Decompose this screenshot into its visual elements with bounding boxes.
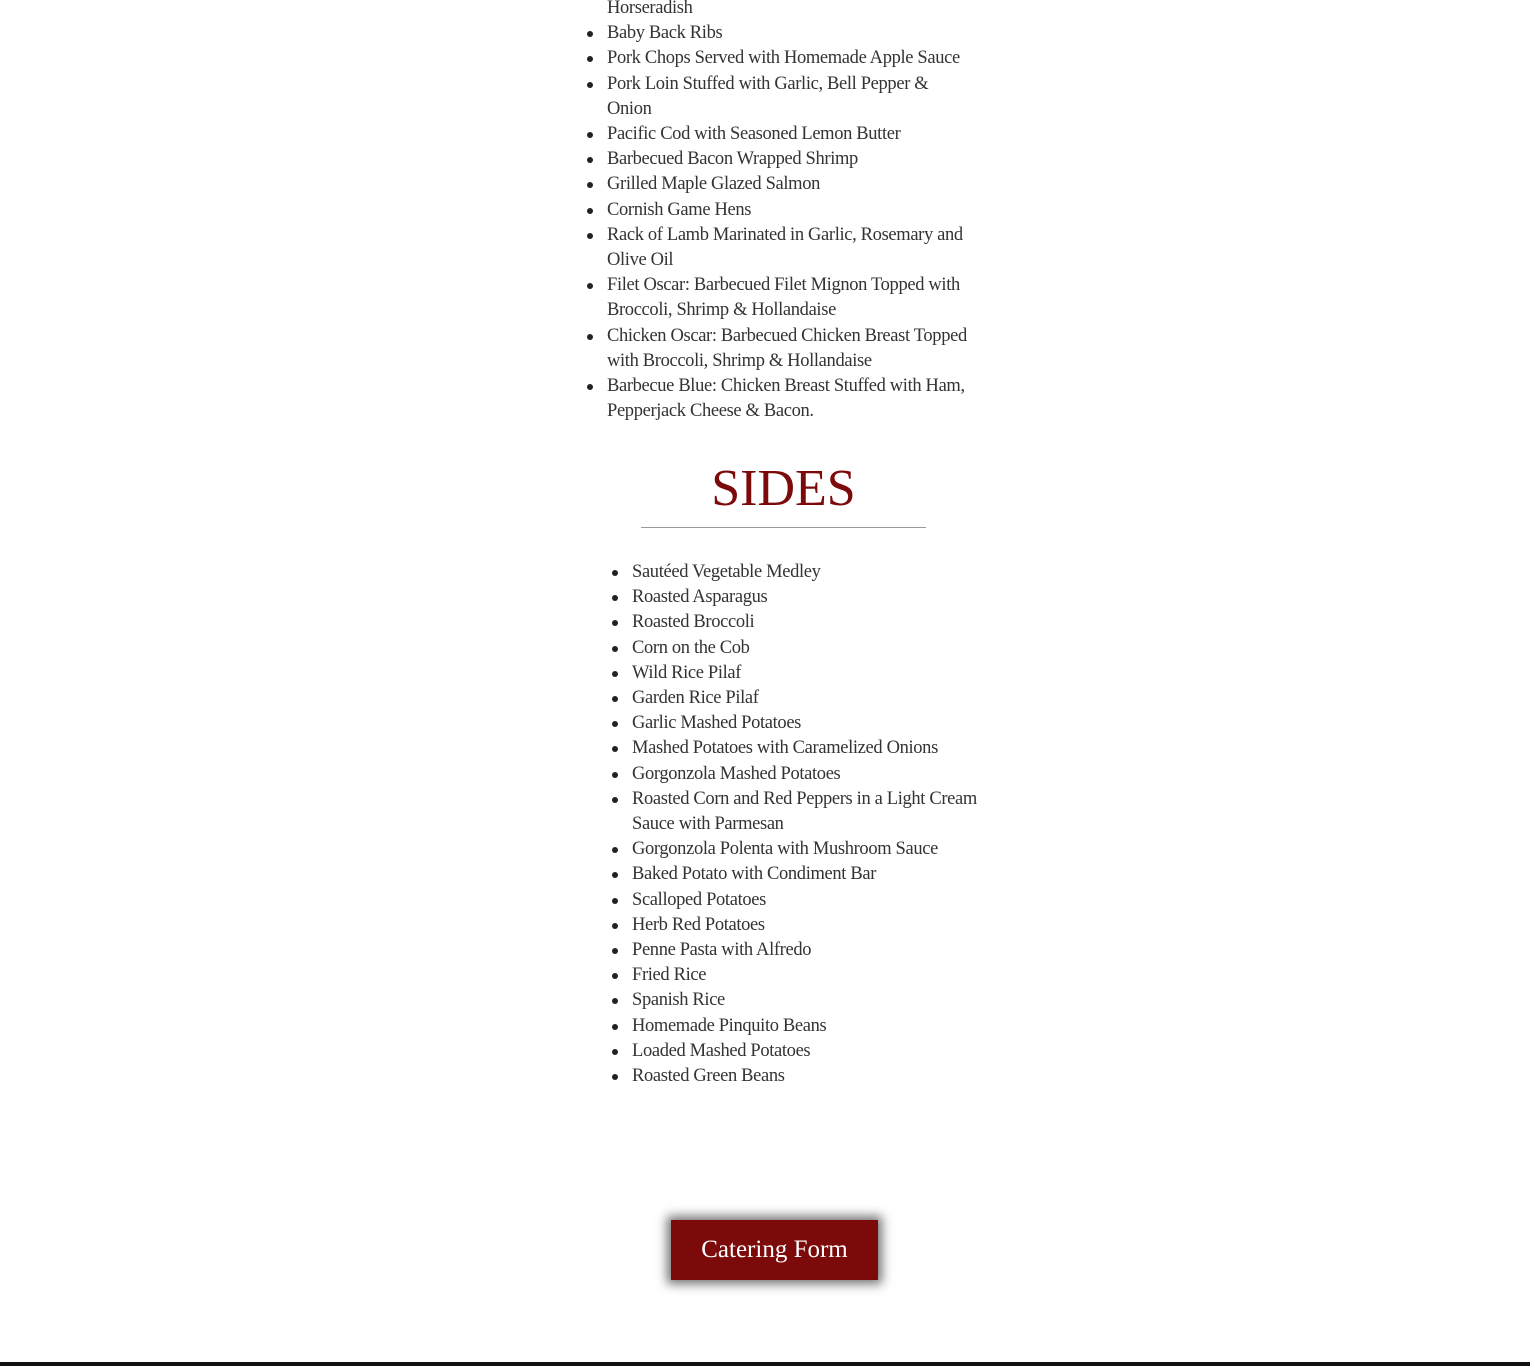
side-item: Fried Rice <box>632 963 977 988</box>
entree-item-continuation: Horseradish <box>607 0 693 18</box>
side-item: Homemade Pinquito Beans <box>632 1014 977 1039</box>
side-item: Garden Rice Pilaf <box>632 686 977 711</box>
entree-item: Barbecue Blue: Chicken Breast Stuffed with Ham, Pepperjack Cheese & Bacon. <box>607 374 977 424</box>
side-item: Roasted Asparagus <box>632 585 977 610</box>
side-item: Corn on the Cob <box>632 636 977 661</box>
side-item: Penne Pasta with Alfredo <box>632 938 977 963</box>
side-item: Roasted Broccoli <box>632 610 977 635</box>
side-item: Garlic Mashed Potatoes <box>632 711 977 736</box>
entree-item: Baby Back Ribs <box>607 21 977 46</box>
entree-item: Pork Chops Served with Homemade Apple Sauce <box>607 46 977 71</box>
side-item: Gorgonzola Mashed Potatoes <box>632 762 977 787</box>
catering-form-button[interactable]: Catering Form <box>671 1220 878 1280</box>
entree-item: Rack of Lamb Marinated in Garlic, Rosemary and Olive Oil <box>607 223 977 273</box>
side-item: Spanish Rice <box>632 988 977 1013</box>
side-item: Gorgonzola Polenta with Mushroom Sauce <box>632 837 977 862</box>
entree-item: Cornish Game Hens <box>607 198 977 223</box>
side-item: Wild Rice Pilaf <box>632 661 977 686</box>
entree-item: Pork Loin Stuffed with Garlic, Bell Pepper & Onion <box>607 72 977 122</box>
entree-item: Barbecued Bacon Wrapped Shrimp <box>607 147 977 172</box>
sides-list <box>632 560 977 1089</box>
side-item: Sautéed Vegetable Medley <box>632 560 977 585</box>
side-item: Scalloped Potatoes <box>632 888 977 913</box>
side-item: Loaded Mashed Potatoes <box>632 1039 977 1064</box>
side-item: Mashed Potatoes with Caramelized Onions <box>632 736 977 761</box>
footer-border <box>0 1362 1530 1366</box>
sides-heading: SIDES <box>711 460 856 517</box>
entree-item: Filet Oscar: Barbecued Filet Mignon Topped with Broccoli, Shrimp & Hollandaise <box>607 273 977 323</box>
side-item: Herb Red Potatoes <box>632 913 977 938</box>
side-item: Baked Potato with Condiment Bar <box>632 862 977 887</box>
entrees-list <box>607 0 977 424</box>
entree-item: Grilled Maple Glazed Salmon <box>607 172 977 197</box>
entree-item: Chicken Oscar: Barbecued Chicken Breast Topped with Broccoli, Shrimp & Hollandaise <box>607 324 977 374</box>
sides-divider <box>641 527 926 528</box>
side-item: Roasted Corn and Red Peppers in a Light Cream Sauce with Parmesan <box>632 787 977 837</box>
entree-item: Pacific Cod with Seasoned Lemon Butter <box>607 122 977 147</box>
side-item: Roasted Green Beans <box>632 1064 977 1089</box>
